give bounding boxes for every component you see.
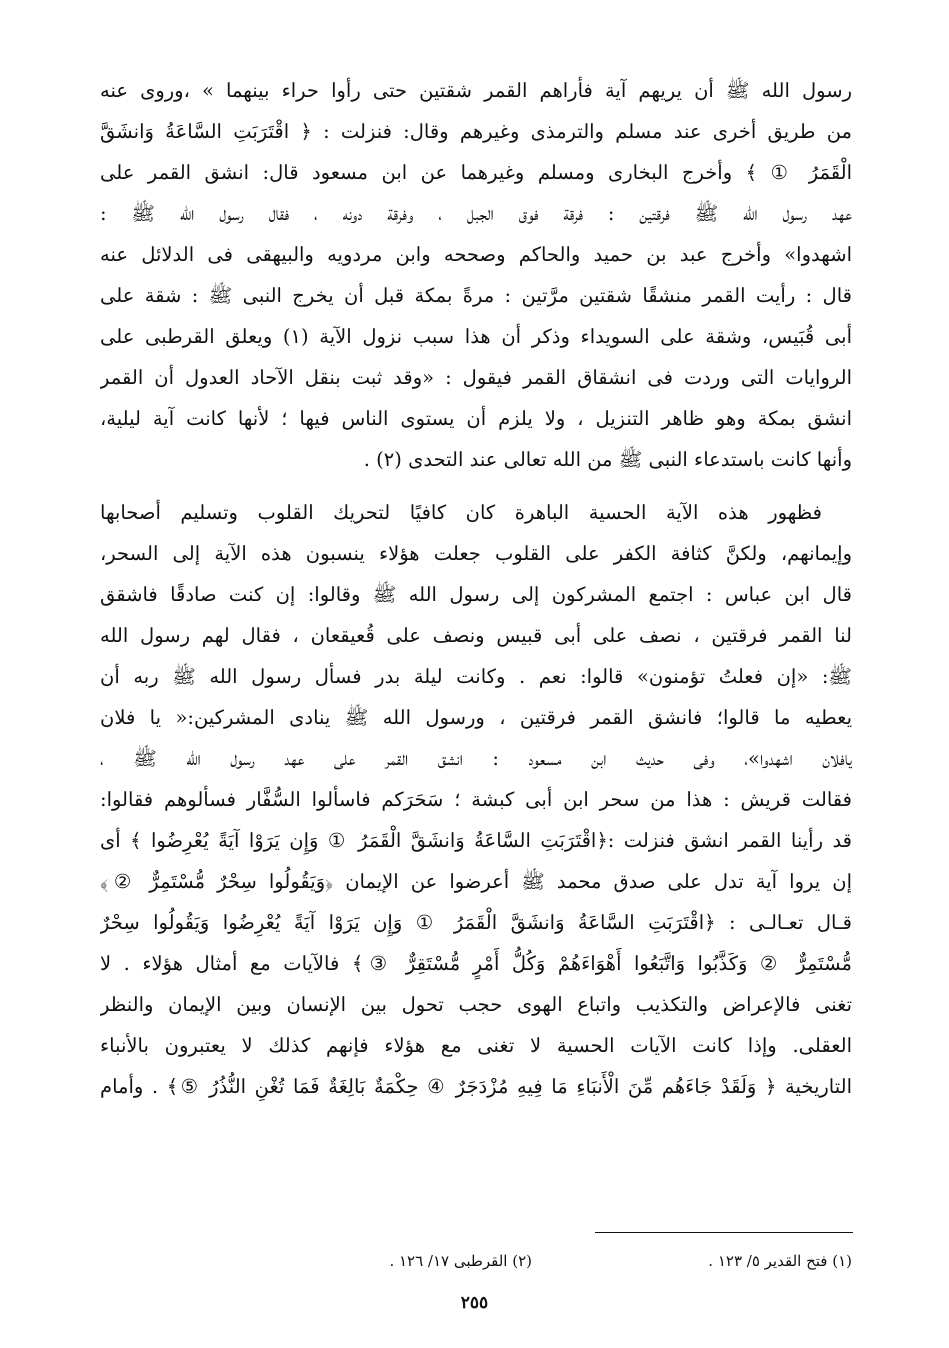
text-line: قال ابن عباس : اجتمع المشركون إلى رسول الله ﷺ وقالوا: إن كنت صادقًا فاشقق [100, 583, 852, 606]
text-line: أبى قُبَيس، وشقة على السويداء وذكر أن هذا سبب نزول الآية (١) ويعلق القرطبى على [100, 325, 852, 348]
text-line: قال : رأيت القمر منشقًا شقتين مرَّتين : مرةً بمكة قبل أن يخرج النبى ﷺ : شقة على [100, 284, 852, 307]
text-line: قد رأينا القمر انشق فنزلت :﴿اقْتَرَبَتِ السَّاعَةُ وَانشَقَّ الْقَمَرُ ① وَإِن يَرَوْا آيَةً يُعْرِضُوا ﴾ أى [100, 829, 852, 852]
footnote-2: (٢) القرطبى ١٧/ ١٢٦ . [389, 1252, 532, 1270]
text-line: الروايات التى وردت فى انشقاق القمر فيقول : «وقد ثبت بنقل الآحاد العدول أن القمر [100, 366, 852, 389]
text-line: قـال تعـالـى : ﴿اقْتَرَبَتِ السَّاعَةُ وَانشَقَّ الْقَمَرُ ① وَإِن يَرَوْا آيَةً يُعْرِضُوا وَيَقُولُوا سِحْرٌ [100, 911, 852, 934]
text-line: فقالت قريش : هذا من سحر ابن أبى كبشة ؛ سَحَرَكم فاسألوا السُّفَّار فسألوهم فقالوا: [100, 788, 852, 811]
paragraph-1 [100, 70, 852, 480]
text-line: ﷺ: «إن فعلتُ تؤمنون» قالوا: نعم . وكانت ليلة بدر فسأل رسول الله ﷺ ربه أن [100, 665, 852, 688]
page-number: ٢٥٥ [460, 1293, 489, 1313]
text-line: العقلى. وإذا كانت الآيات الحسية لا تغنى مع هؤلاء فإنهم كذلك لا يعتبرون بالأنباء [100, 1034, 852, 1057]
text-line: من طريق أخرى عند مسلم والترمذى وغيرهم وقال: فنزلت : ﴿ اقْتَرَبَتِ السَّاعَةُ وَانشَقَّ [100, 120, 852, 143]
text-line: تغنى فالإعراض والتكذيب واتباع الهوى حجب تحول بين الإنسان وبين الإيمان والنظر [100, 993, 852, 1016]
page-body [100, 70, 852, 1107]
text-line: انشق بمكة وهو ظاهر التنزيل ، ولا يلزم أن يستوى الناس فيها ؛ لأنها كانت آية ليلية، [100, 407, 852, 430]
text-line: وإيمانهم، ولكنَّ كثافة الكفر على القلوب جعلت هؤلاء ينسبون هذه الآية إلى السحر، [100, 542, 852, 565]
text-line: التاريخية ﴿ وَلَقَدْ جَاءَهُم مِّنَ الْأَنبَاءِ مَا فِيهِ مُزْدَجَرٌ ④ حِكْمَةٌ بَالِغَةٌ فَمَا تُغْنِ النُّذُرُ ⑤﴾ . وأمام [100, 1075, 852, 1098]
text-line: إن يروا آية تدل على صدق محمد ﷺ أعرضوا عن الإيمان ﴿وَيَقُولُوا سِحْرٌ مُّسْتَمِرٌّ ②﴾ [100, 870, 852, 893]
text-line: يافلان اشهدوا»، وفى حديث ابن مسعود : انشق القمر على عهد رسول الله ﷺ ، [100, 747, 852, 770]
text-line: وأنها كانت باستدعاء النبى ﷺ من الله تعالى عند التحدى (٢) . [363, 448, 852, 471]
text-line: فظهور هذه الآية الحسية الباهرة كان كافيًا لتحريك القلوب وتسليم أصحابها [100, 501, 822, 524]
text-line: رسول الله ﷺ أن يريهم آية فأراهم القمر شقتين حتى رأوا حراء بينهما » ،وروى عنه [100, 79, 852, 102]
text-line: يعطيه ما قالوا؛ فانشق القمر فرقتين ، ورسول الله ﷺ ينادى المشركين:« يا فلان [100, 706, 852, 729]
text-line: عهد رسول الله ﷺ فرقتين : فرقة فوق الجبل ، وفرقة دونه ، فقال رسول الله ﷺ : [100, 202, 852, 225]
text-line: الْقَمَرُ ① ﴾ وأخرج البخارى ومسلم وغيرهما عن ابن مسعود قال: انشق القمر على [100, 161, 852, 184]
text-line: اشهدوا» وأخرج عبد بن حميد والحاكم وصححه وابن مردويه والبيهقى فى الدلائل عنه [100, 243, 852, 266]
text-line: لنا القمر فرقتين ، نصف على أبى قبيس ونصف على قُعيقعان ، فقال لهم رسول الله [100, 624, 852, 647]
paragraph-2 [100, 492, 852, 1107]
footnote-divider [595, 1232, 853, 1233]
footnote-1: (١) فتح القدير ٥/ ١٢٣ . [708, 1252, 852, 1270]
text-line: مُّسْتَمِرٌّ ② وَكَذَّبُوا وَاتَّبَعُوا أَهْوَاءَهُمْ وَكُلُّ أَمْرٍ مُّسْتَقِرٌّ ③﴾ فالآيات مع أمثال هؤلاء . لا [100, 952, 852, 975]
